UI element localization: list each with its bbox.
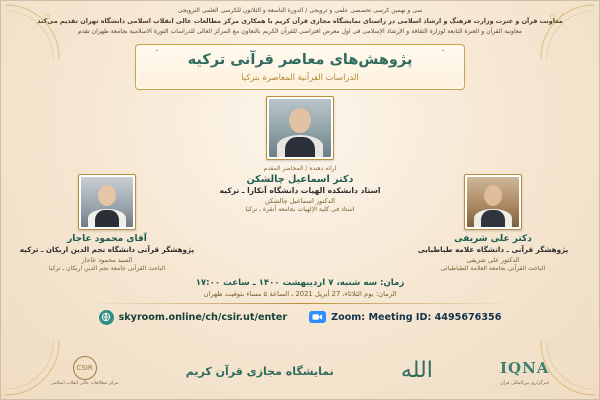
poster-header [1, 1, 599, 37]
corner-ornament-icon [3, 3, 61, 61]
title-cartouche [135, 44, 465, 89]
speaker-right-name-ar: الدکتور علی شریفی [466, 255, 520, 264]
zoom-link[interactable] [309, 311, 501, 323]
speaker-center-name-ar: الدکتور اسماعیل چالشکن [265, 196, 335, 205]
title-arabic: الدراسات القرآنیة المعاصرة بترکیا [241, 71, 359, 82]
header-line-2: معاونت قرآن و عترت وزارت فرهنگ و ارشاد اسلامی در راستای نمایشگاه مجازی قرآن کریم با همکاری مرکز مطالعات عالی انقلاب اسلامی دانشگاه تهران تقدیم می‌کند [37, 17, 563, 26]
title-persian: پژوهش‌های معاصر قرآنی ترکیه [187, 52, 413, 69]
speaker-left-name-fa: آقای محمود عاجار [67, 233, 147, 244]
header-line-3: معاونیة القرآن و العترة التابعة لوزارة الثقافة و الإرشاد الإسلامی فی اول معرض افتراضی للقرآن الکریم بالتعاون مع المرکز العالی للدراسات الثورة الاسلامیة بجامعة طهران تقدم [77, 28, 523, 36]
skyroom-link[interactable] [99, 310, 288, 325]
speaker-center-role: ارائه دهنده / المحاضر المقدم [263, 164, 337, 172]
divider [90, 303, 510, 304]
datetime-persian: زمان: سه شنبه، ۷ اردیبهشت ۱۴۰۰ ـ ساعت ۱۷:۰۰ [195, 277, 405, 288]
join-links [1, 310, 599, 325]
datetime-block [1, 278, 599, 304]
virtual-quran-expo-logo [186, 360, 334, 384]
speaker-photo-left [78, 174, 136, 230]
ibna-logo [500, 357, 549, 387]
skyroom-link-label: skyroom.online/ch/csir.ut/enter [118, 311, 288, 323]
speaker-center-affiliation-fa: استاد دانشکده الهیات دانشگاه آنکارا ـ ترکیه [219, 185, 381, 195]
csir-seal-logo-caption: مرکز مطالعات عالی انقلاب اسلامی [50, 381, 119, 387]
corner-ornament-icon [539, 3, 597, 61]
zoom-link-label: Zoom: Meeting ID: 4495676356 [331, 311, 502, 323]
speaker-right-affiliation-ar: الباحث القرآنی بجامعة العلامة الطباطبائی [440, 264, 546, 272]
speaker-center-name-fa: دکتر اسماعیل چالشکن [246, 173, 354, 185]
speaker-left-affiliation-ar: الباحث القرآنی جامعة نجم الدین اربکان ـ ترکیا [48, 264, 166, 272]
quran-expo-logo-mark: الله [400, 358, 433, 383]
speaker-photo-right [464, 174, 522, 230]
globe-icon [99, 310, 114, 325]
footer-logos [1, 350, 599, 394]
speaker-right [393, 174, 593, 272]
speaker-right-name-fa: دکتر علی شریفی [454, 233, 532, 244]
speaker-left [7, 174, 207, 272]
speakers-section [1, 96, 599, 276]
quran-expo-logo [401, 360, 433, 384]
ibna-logo-mark: IQNA [499, 359, 550, 378]
speaker-right-affiliation-fa: پژوهشگر قرآنی ـ دانشگاه علامه طباطبایی [417, 244, 569, 254]
speaker-left-affiliation-fa: پژوهشگر قرآنی دانشگاه نجم الدین اربکان ـ ترکیه [19, 244, 195, 254]
virtual-quran-expo-logo-mark: نمایشگاه مجازی قرآن کریم [185, 364, 334, 378]
speaker-center-affiliation-ar: استاد فی کلیة الإلهیات بجامعة أنقرة ـ ترکیا [245, 205, 355, 213]
speaker-photo-center [266, 96, 334, 160]
csir-seal-logo-mark: CSIR [73, 356, 97, 380]
header-line-1: سی و نهمین کرسی تحصصی علمی و ترویجی / الدورة التاسعة و الثلاثون للکرسی العلمی الترویجی [177, 7, 423, 14]
speaker-left-name-ar: السید محمود عاجار [81, 255, 133, 264]
csir-seal-logo [51, 357, 119, 387]
video-camera-icon [309, 311, 326, 323]
datetime-arabic: الزمان: یوم الثلاثاء، 27 أبریل 2021 ـ الساعة ۵ مساء بتوقیت طهران [203, 289, 397, 298]
ibna-logo-caption: خبرگزاری بین‌المللی قرآن [500, 381, 550, 387]
